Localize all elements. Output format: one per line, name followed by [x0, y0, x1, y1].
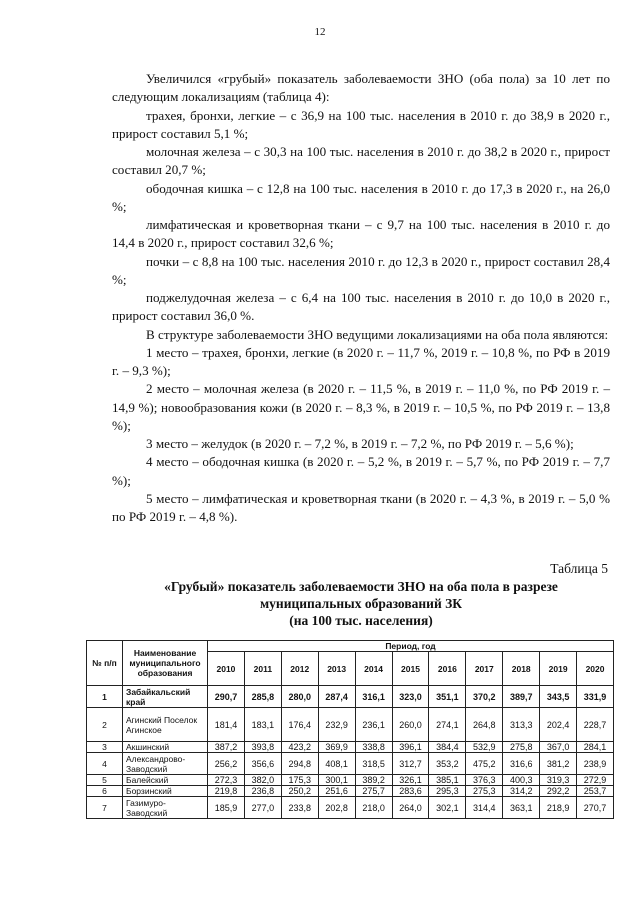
paragraph: 4 место – ободочная кишка (в 2020 г. – 5,2 %, в 2019 г. – 5,7 %, по РФ 2019 г. – 7,7 %);: [112, 454, 610, 488]
value-cell: 272,9: [577, 775, 614, 786]
value-cell: 319,3: [540, 775, 577, 786]
value-cell: 280,0: [281, 686, 318, 708]
table-title-line: (на 100 тыс. населения): [289, 613, 433, 628]
value-cell: 275,7: [355, 786, 392, 797]
value-cell: 312,7: [392, 753, 429, 775]
value-cell: 353,2: [429, 753, 466, 775]
value-cell: 393,8: [244, 742, 281, 753]
value-cell: 316,6: [503, 753, 540, 775]
value-cell: 323,0: [392, 686, 429, 708]
paragraph: 3 место – желудок (в 2020 г. – 7,2 %, в 2019 г. – 7,2 %, по РФ 2019 г. – 5,6 %);: [146, 436, 574, 451]
value-cell: 331,9: [577, 686, 614, 708]
value-cell: 316,1: [355, 686, 392, 708]
value-cell: 218,9: [540, 797, 577, 819]
value-cell: 294,8: [281, 753, 318, 775]
value-cell: 389,7: [503, 686, 540, 708]
value-cell: 363,1: [503, 797, 540, 819]
value-cell: 343,5: [540, 686, 577, 708]
value-cell: 475,2: [466, 753, 503, 775]
value-cell: 275,8: [503, 742, 540, 753]
value-cell: 183,1: [244, 708, 281, 742]
value-cell: 295,3: [429, 786, 466, 797]
header-period: Период, год: [208, 641, 614, 652]
header-year: 2010: [208, 652, 245, 686]
header-year: 2018: [503, 652, 540, 686]
header-name: Наименование муниципального образования: [123, 641, 208, 686]
value-cell: 292,2: [540, 786, 577, 797]
value-cell: 228,7: [577, 708, 614, 742]
header-year: 2019: [540, 652, 577, 686]
value-cell: 290,7: [208, 686, 245, 708]
value-cell: 277,0: [244, 797, 281, 819]
municipality-name: Забайкальский край: [123, 686, 208, 708]
value-cell: 370,2: [466, 686, 503, 708]
value-cell: 202,4: [540, 708, 577, 742]
value-cell: 181,4: [208, 708, 245, 742]
row-number: 6: [87, 786, 123, 797]
value-cell: 238,9: [577, 753, 614, 775]
paragraph: Увеличился «грубый» показатель заболеваемости ЗНО (оба пола) за 10 лет по следующим локализациям (таблица 4):: [112, 71, 610, 105]
value-cell: 275,3: [466, 786, 503, 797]
value-cell: 287,4: [318, 686, 355, 708]
paragraph: лимфатическая и кроветворная ткани – с 9,7 на 100 тыс. населения в 2010 г. до 14,4 в 2020 г., прирост составил 32,6 %;: [112, 217, 610, 251]
value-cell: 175,3: [281, 775, 318, 786]
value-cell: 396,1: [392, 742, 429, 753]
paragraph: почки – с 8,8 на 100 тыс. населения 2010 г. до 12,3 в 2020 г., прирост составил 28,4 %;: [112, 253, 610, 287]
table-row: [87, 786, 614, 797]
row-number: 2: [87, 708, 123, 742]
value-cell: 389,2: [355, 775, 392, 786]
row-number: 4: [87, 753, 123, 775]
header-year: 2016: [429, 652, 466, 686]
header-year: 2013: [318, 652, 355, 686]
table-title: [112, 578, 610, 629]
municipality-name: Агинский Поселок Агинское: [123, 708, 208, 742]
paragraph: 1 место – трахея, бронхи, легкие (в 2020 г. – 11,7 %, 2019 г. – 10,8 %, по РФ в 2019 г. – 9,3 %);: [112, 344, 610, 378]
table-row: [87, 775, 614, 786]
table-label: Таблица 5: [550, 561, 608, 576]
value-cell: 270,7: [577, 797, 614, 819]
header-year: 2017: [466, 652, 503, 686]
header-year: 2011: [244, 652, 281, 686]
value-cell: 326,1: [392, 775, 429, 786]
value-cell: 356,6: [244, 753, 281, 775]
table-title-line: «Грубый» показатель заболеваемости ЗНО на оба пола в разрезе: [164, 579, 558, 594]
value-cell: 202,8: [318, 797, 355, 819]
value-cell: 253,7: [577, 786, 614, 797]
value-cell: 236,8: [244, 786, 281, 797]
value-cell: 423,2: [281, 742, 318, 753]
table-row: [87, 708, 614, 742]
value-cell: 376,3: [466, 775, 503, 786]
value-cell: 264,0: [392, 797, 429, 819]
row-number: 7: [87, 797, 123, 819]
value-cell: 387,2: [208, 742, 245, 753]
table-title-line: муниципальных образований ЗК: [259, 596, 463, 611]
paragraph: ободочная кишка – с 12,8 на 100 тыс. населения в 2010 г. до 17,3 в 2020 г., на 26,0 %;: [112, 180, 610, 214]
value-cell: 285,8: [244, 686, 281, 708]
table-row: [87, 753, 614, 775]
municipality-name: Акшинский: [123, 742, 208, 753]
row-number: 3: [87, 742, 123, 753]
body-text: [112, 70, 610, 526]
value-cell: 260,0: [392, 708, 429, 742]
value-cell: 218,0: [355, 797, 392, 819]
value-cell: 272,3: [208, 775, 245, 786]
value-cell: 367,0: [540, 742, 577, 753]
value-cell: 284,1: [577, 742, 614, 753]
paragraph: 2 место – молочная железа (в 2020 г. – 11,5 %, в 2019 г. – 11,0 %, по РФ 2019 г. – 14,9 %); новообразования кожи (в 2020 г. – 8,3 %, в 2019 г. – 10,5 %, по РФ 2019 г. – 13,8 %);: [112, 381, 610, 433]
paragraph: 5 место – лимфатическая и кроветворная ткани (в 2020 г. – 4,3 %, в 2019 г. – 5,0 % по РФ 2019 г. – 4,8 %).: [112, 490, 610, 524]
paragraph: В структуре заболеваемости ЗНО ведущими локализациями на оба пола являются:: [146, 326, 609, 342]
value-cell: 219,8: [208, 786, 245, 797]
header-year: 2020: [577, 652, 614, 686]
value-cell: 369,9: [318, 742, 355, 753]
value-cell: 185,9: [208, 797, 245, 819]
value-cell: 176,4: [281, 708, 318, 742]
table-body: [87, 686, 614, 819]
value-cell: 338,8: [355, 742, 392, 753]
value-cell: 381,2: [540, 753, 577, 775]
value-cell: 250,2: [281, 786, 318, 797]
municipality-name: Балейский: [123, 775, 208, 786]
header-year: 2015: [392, 652, 429, 686]
value-cell: 408,1: [318, 753, 355, 775]
value-cell: 283,6: [392, 786, 429, 797]
paragraph: молочная железа – с 30,3 на 100 тыс. населения в 2010 г. до 38,2 в 2020 г., прирост составил 20,7 %;: [112, 144, 610, 178]
value-cell: 300,1: [318, 775, 355, 786]
table-row: [87, 686, 614, 708]
value-cell: 532,9: [466, 742, 503, 753]
value-cell: 302,1: [429, 797, 466, 819]
value-cell: 400,3: [503, 775, 540, 786]
value-cell: 314,4: [466, 797, 503, 819]
value-cell: 382,0: [244, 775, 281, 786]
header-year: 2012: [281, 652, 318, 686]
row-number: 1: [87, 686, 123, 708]
header-year: 2014: [355, 652, 392, 686]
paragraph: трахея, бронхи, легкие – с 36,9 на 100 тыс. населения в 2010 г. до 38,9 в 2020 г., прирост составил 5,1 %;: [112, 107, 610, 141]
value-cell: 256,2: [208, 753, 245, 775]
incidence-table: [86, 640, 614, 819]
value-cell: 351,1: [429, 686, 466, 708]
value-cell: 314,2: [503, 786, 540, 797]
table-row: [87, 742, 614, 753]
value-cell: 232,9: [318, 708, 355, 742]
value-cell: 384,4: [429, 742, 466, 753]
value-cell: 251,6: [318, 786, 355, 797]
municipality-name: Газимуро-Заводский: [123, 797, 208, 819]
value-cell: 318,5: [355, 753, 392, 775]
value-cell: 233,8: [281, 797, 318, 819]
value-cell: 236,1: [355, 708, 392, 742]
table-row: [87, 797, 614, 819]
municipality-name: Александрово-Заводский: [123, 753, 208, 775]
value-cell: 313,3: [503, 708, 540, 742]
value-cell: 274,1: [429, 708, 466, 742]
page-number: 12: [314, 26, 326, 38]
row-number: 5: [87, 775, 123, 786]
value-cell: 385,1: [429, 775, 466, 786]
municipality-name: Борзинский: [123, 786, 208, 797]
header-num: № п/п: [87, 641, 123, 686]
paragraph: поджелудочная железа – с 6,4 на 100 тыс. населения в 2010 г. до 10,0 в 2020 г., прирост составил 36,0 %.: [112, 290, 610, 324]
value-cell: 264,8: [466, 708, 503, 742]
